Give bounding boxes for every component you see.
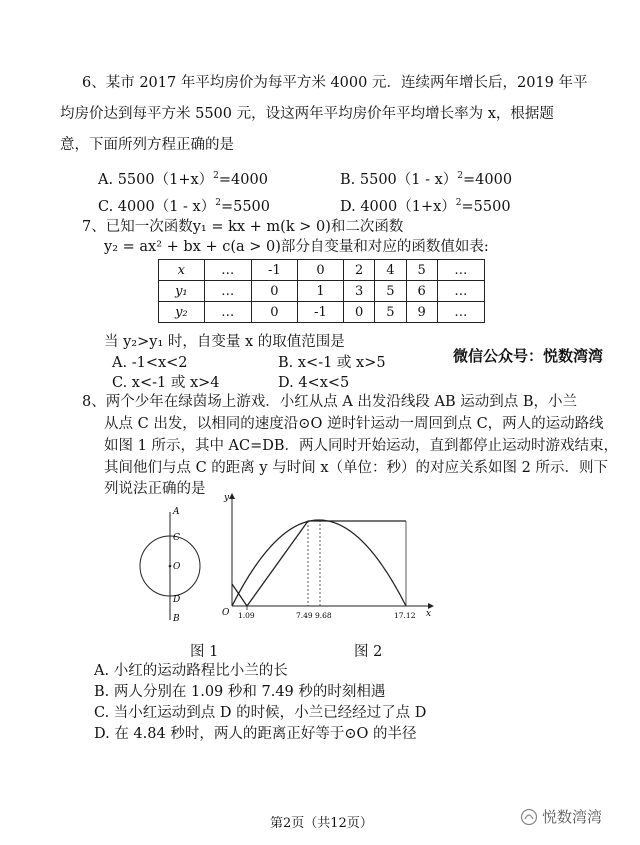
brand-name: 悦数湾湾 [542, 808, 603, 826]
q8-option-b[interactable]: B. 两人分别在 1.09 秒和 7.49 秒的时刻相遇 [94, 684, 386, 700]
table-cell: 5 [375, 281, 406, 302]
q6-option-d[interactable]: D. $4000(1+x)^2=5500$ [340, 198, 511, 215]
table-cell: … [437, 281, 484, 302]
table-cell: 0 [343, 302, 374, 323]
q6-option-b[interactable]: B. 5500（1 - x）$^2$=4000 [340, 171, 513, 188]
tick-label-9-68: 9.68 [315, 611, 332, 620]
q7-option-b[interactable]: B. x<-1 或 x>5 [278, 355, 386, 371]
watermark-text: 微信公众号：悦数湾湾 [453, 347, 604, 365]
brand-logo-icon [520, 808, 538, 826]
table-cell: … [204, 281, 251, 302]
table-cell: 5 [375, 302, 406, 323]
y-axis-label: y [224, 493, 230, 503]
label-a: A [173, 507, 180, 517]
table-cell: y₂ [159, 302, 205, 323]
q8-line5: 列说法正确的是 [104, 481, 206, 497]
label-o: O [173, 562, 181, 572]
q7-option-a[interactable]: A. -1<x<2 [112, 355, 188, 371]
table-cell: -1 [297, 302, 343, 323]
tick-label-1-09: 1.09 [238, 611, 255, 620]
q7-line2: y₂ = ax² + bx + c(a > 0)部分自变量和对应的函数值如表: [104, 239, 489, 255]
xiaohong-distance-line [232, 521, 406, 606]
xiaolan-arch-curve [232, 520, 406, 606]
table-cell: 3 [343, 281, 374, 302]
q6-option-a[interactable]: A. $5500(1+x)^2=4000$ [98, 171, 268, 188]
tick-label-17-12: 17.12 [394, 611, 416, 620]
table-cell: … [204, 302, 251, 323]
table-cell: 2 [343, 260, 374, 281]
table-row [159, 260, 485, 281]
label-d: D [173, 595, 181, 605]
label-c: C [173, 533, 180, 543]
q8-line2: 从点 C 出发，以相同的速度沿⊙O 逆时针运动一周回到点 C，两人的运动路线 [104, 416, 604, 432]
figure-2 [210, 490, 440, 620]
q7-question: 当 y₂>y₁ 时，自变量 x 的取值范围是 [104, 334, 345, 350]
center-o-dot [169, 565, 172, 568]
q7-option-d[interactable]: D. 4<x<5 [278, 375, 350, 391]
table-cell: 0 [251, 302, 297, 323]
table-cell: 9 [406, 302, 437, 323]
table-cell: 4 [375, 260, 406, 281]
table-cell: x [159, 260, 205, 281]
q6-line3: 意，下面所列方程正确的是 [60, 137, 234, 153]
y-axis-arrow [229, 493, 235, 499]
q6-line2: 均房价达到每平方米 5500 元，设这两年平均房价年平均增长率为 x，根据题 [60, 106, 554, 122]
figure-1-caption: 图 1 [190, 644, 219, 660]
q6-option-c[interactable]: C. 4000（1 - x）$^2$=5500 [98, 198, 271, 215]
q8-option-c[interactable]: C. 当小红运动到点 D 的时候，小兰已经经过了点 D [94, 705, 427, 721]
table-cell: … [437, 260, 484, 281]
q8-line3: 如图 1 所示，其中 AC=DB．两人同时开始运动，直到都停止运动时游戏结束， [104, 438, 619, 454]
origin-label: O [222, 608, 230, 618]
table-cell: 0 [251, 281, 297, 302]
label-b: B [173, 614, 180, 624]
q7-value-table [158, 259, 485, 323]
table-cell: 1 [297, 281, 343, 302]
table-cell: -1 [251, 260, 297, 281]
table-row [159, 302, 485, 323]
q7-line1: 7、已知一次函数y₁ = kx + m(k > 0)和二次函数 [82, 219, 404, 235]
table-cell: 0 [297, 260, 343, 281]
q8-line1: 8、两个少年在绿茵场上游戏．小红从点 A 出发沿线段 AB 运动到点 B，小兰 [82, 394, 578, 410]
figure-2-caption: 图 2 [354, 644, 383, 660]
table-cell: 6 [406, 281, 437, 302]
q8-option-d[interactable]: D. 在 4.84 秒时，两人的距离正好等于⊙O 的半径 [94, 726, 417, 742]
table-cell: 5 [406, 260, 437, 281]
tick-label-7-49: 7.49 [296, 611, 313, 620]
table-row [159, 281, 485, 302]
table-cell: … [204, 260, 251, 281]
table-cell: y₁ [159, 281, 205, 302]
figure-1 [130, 500, 210, 630]
table-cell: … [437, 302, 484, 323]
x-axis-label: x [426, 609, 432, 619]
page-footer: 第2页（共12页） [270, 816, 373, 831]
q7-option-c[interactable]: C. x<-1 或 x>4 [112, 375, 220, 391]
q8-line4: 其间他们与点 C 的距离 y 与时间 x（单位：秒）的对应关系如图 2 所示．则下 [104, 460, 608, 476]
q8-option-a[interactable]: A. 小红的运动路程比小兰的长 [94, 663, 288, 679]
q6-line1: 6、某市 2017 年平均房价为每平方米 4000 元．连续两年增长后，2019 年平 [82, 75, 588, 91]
brand-watermark [520, 806, 602, 827]
